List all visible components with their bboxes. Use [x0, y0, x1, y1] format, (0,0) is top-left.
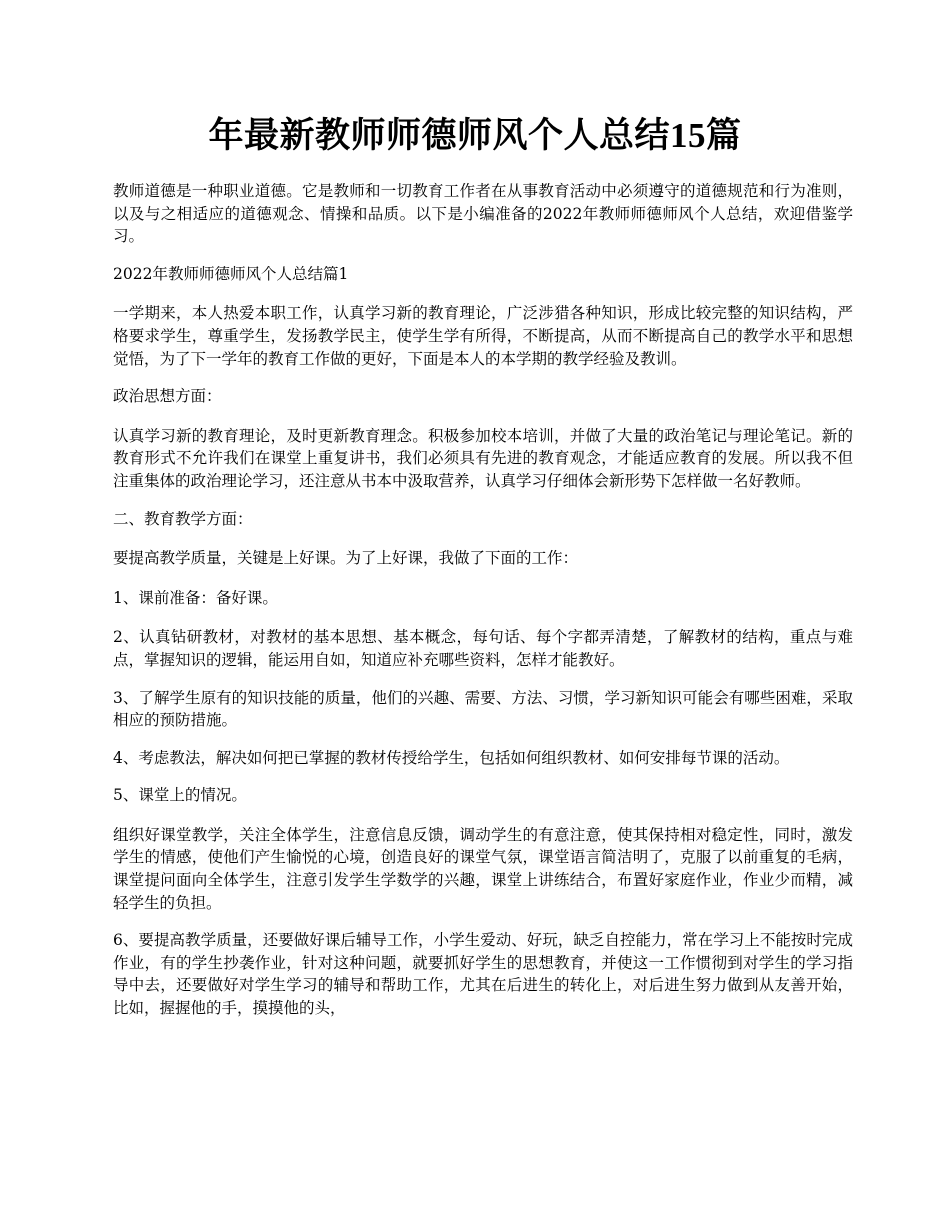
list-item: 4、考虑教法，解决如何把已掌握的教材传授给学生，包括如何组织教材、如何安排每节课的活动。	[113, 748, 790, 767]
list-item: 1、课前准备：备好课。	[113, 588, 278, 607]
document-title: 年最新教师师德师风个人总结15篇	[208, 116, 742, 155]
list-item: 6、要提高教学质量，还要做好课后辅导工作，小学生爱动、好玩，缺乏自控能力，常在学习上不能按时完成作业，有的学生抄袭作业，针对这种问题，就要抓好学生的思想教育，并使这一工作惯彻到对学生的学习指导中去，还要做好对学生学习的辅导和帮助工作，尤其在后进生的转化上，对后进生努力做到从友善开始，比如，握握他的手，摸摸他的头，	[113, 931, 853, 1018]
document-body	[113, 180, 853, 1035]
body-paragraph: 要提高教学质量，关键是上好课。为了上好课，我做了下面的工作：	[113, 549, 579, 568]
list-item: 2、认真钻研教材，对教材的基本思想、基本概念，每句话、每个字都弄清楚，了解教材的结构，重点与难点，掌握知识的逻辑，能运用自如，知道应补充哪些资料，怎样才能教好。	[113, 628, 853, 669]
section-heading: 2022年教师师德师风个人总结篇1	[113, 264, 349, 283]
subsection-heading: 二、教育教学方面：	[113, 509, 253, 528]
list-item: 5、课堂上的情况。	[113, 786, 247, 805]
body-paragraph: 认真学习新的教育理论，及时更新教育理念。积极参加校本培训，并做了大量的政治笔记与理论笔记。新的教育形式不允许我们在课堂上重复讲书，我们必须具有先进的教育观念，才能适应教育的发展。所以我不但注重集体的政治理论学习，还注意从书本中汲取营养，认真学习仔细体会新形势下怎样做一名好教师。	[113, 426, 853, 490]
subsection-heading: 政治思想方面：	[113, 387, 222, 406]
body-paragraph: 一学期来，本人热爱本职工作，认真学习新的教育理论，广泛涉猎各种知识，形成比较完整的知识结构，严格要求学生，尊重学生，发扬教学民主，使学生学有所得，不断提高，从而不断提高自己的教学水平和思想觉悟，为了下一学年的教育工作做的更好，下面是本人的本学期的教学经验及教训。	[113, 304, 853, 368]
list-item: 3、了解学生原有的知识技能的质量，他们的兴趣、需要、方法、习惯，学习新知识可能会有哪些困难，采取相应的预防措施。	[113, 688, 853, 730]
body-paragraph: 组织好课堂教学，关注全体学生，注意信息反馈，调动学生的有意注意，使其保持相对稳定性，同时，激发学生的情感，使他们产生愉悦的心境，创造良好的课堂气氛，课堂语言简洁明了，克服了以前重复的毛病，课堂提问面向全体学生，注意引发学生学数学的兴趣，课堂上讲练结合，布置好家庭作业，作业少而精，减轻学生的负担。	[113, 825, 853, 912]
intro-paragraph: 教师道德是一种职业道德。它是教师和一切教育工作者在从事教育活动中必须遵守的道德规范和行为准则，以及与之相适应的道德观念、情操和品质。以下是小编准备的2022年教师师德师风个人总结，欢迎借鉴学习。	[113, 182, 853, 246]
